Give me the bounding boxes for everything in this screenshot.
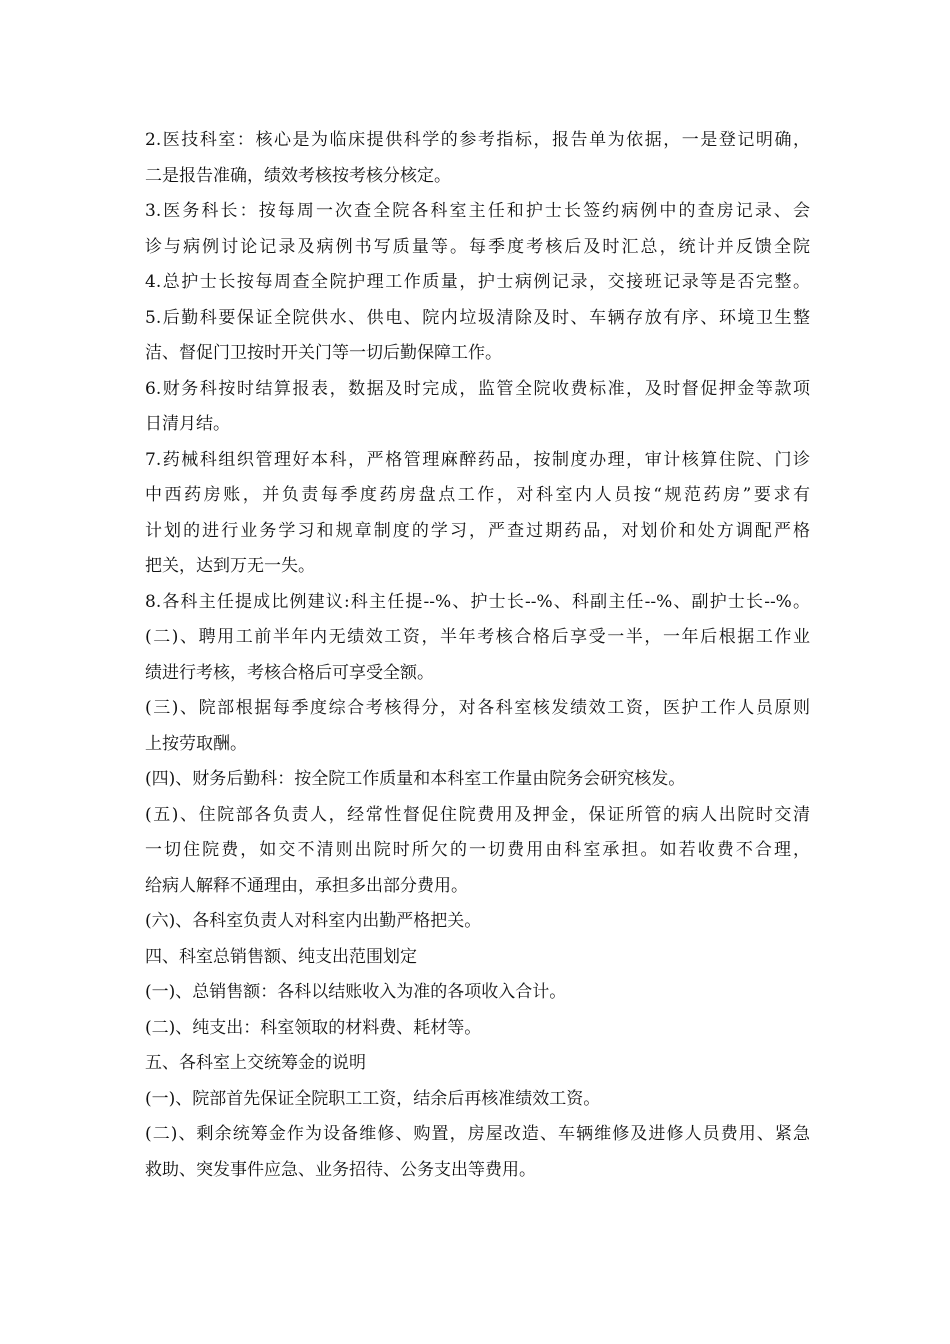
text-line: 5.后勤科要保证全院供水、供电、院内垃圾清除及时、车辆存放有序、环境卫生整: [145, 307, 810, 328]
text-line: 3.医务科长：按每周一次查全院各科室主任和护士长签约病例中的查房记录、会: [145, 201, 810, 221]
text-line: (一)、总销售额：各科以结账收入为准的各项收入合计。: [145, 982, 567, 1002]
text-line: (一)、院部首先保证全院职工工资，结余后再核准绩效工资。: [145, 1088, 601, 1109]
text-line: 一切住院费，如交不清则出院时所欠的一切费用由科室承担。如若收费不合理，: [145, 840, 810, 860]
text-line: 诊与病例讨论记录及病例书写质量等。每季度考核后及时汇总，统计并反馈全院: [145, 236, 810, 257]
text-line: 8.各科主任提成比例建议:科主任提--%、护士长--%、科副主任--%、副护士长--%。: [145, 591, 810, 612]
text-line: 7.药械科组织管理好本科，严格管理麻醉药品，按制度办理，审计核算住院、门诊: [145, 449, 810, 470]
text-line: (三)、院部根据每季度综合考核得分，对各科室核发绩效工资，医护工作人员原则: [145, 698, 810, 718]
text-line: 救助、突发事件应急、业务招待、公务支出等费用。: [145, 1159, 536, 1180]
text-line: (六)、各科室负责人对科室内出勤严格把关。: [145, 911, 482, 931]
text-line: 五、各科室上交统筹金的说明: [145, 1053, 366, 1073]
text-line: (二)、纯支出：科室领取的材料费、耗材等。: [145, 1017, 482, 1038]
text-line: 日清月结。: [145, 414, 230, 434]
text-line: 中西药房账，并负责每季度药房盘点工作，对科室内人员按“规范药房”要求有: [145, 485, 810, 505]
text-line: 上按劳取酬。: [145, 733, 247, 754]
text-line: 给病人解释不通理由，承担多出部分费用。: [145, 875, 468, 896]
text-line: 洁、督促门卫按时开关门等一切后勤保障工作。: [145, 343, 502, 363]
text-line: (四)、财务后勤科：按全院工作质量和本科室工作量由院务会研究核发。: [145, 769, 686, 789]
text-line: (二)、聘用工前半年内无绩效工资，半年考核合格后享受一半，一年后根据工作业: [145, 627, 810, 647]
text-line: 4.总护士长按每周查全院护理工作质量，护士病例记录，交接班记录等是否完整。: [145, 272, 810, 292]
text-line: (五)、住院部各负责人，经常性督促住院费用及押金，保证所管的病人出院时交清: [145, 804, 810, 825]
text-line: (二)、剩余统筹金作为设备维修、购置，房屋改造、车辆维修及进修人员费用、紧急: [145, 1124, 810, 1144]
text-line: 四、科室总销售额、纯支出范围划定: [145, 946, 417, 967]
text-line: 2.医技科室：核心是为临床提供科学的参考指标，报告单为依据，一是登记明确，: [145, 130, 810, 150]
text-line: 二是报告准确，绩效考核按考核分核定。: [145, 165, 451, 186]
text-line: 6.财务科按时结算报表，数据及时完成，监管全院收费标准，及时督促押金等款项: [145, 378, 810, 399]
text-line: 计划的进行业务学习和规章制度的学习，严查过期药品，对划价和处方调配严格: [145, 520, 810, 541]
document-body: [145, 123, 810, 1188]
text-line: 把关，达到万无一失。: [145, 556, 315, 576]
text-line: 绩进行考核，考核合格后可享受全额。: [145, 662, 434, 683]
